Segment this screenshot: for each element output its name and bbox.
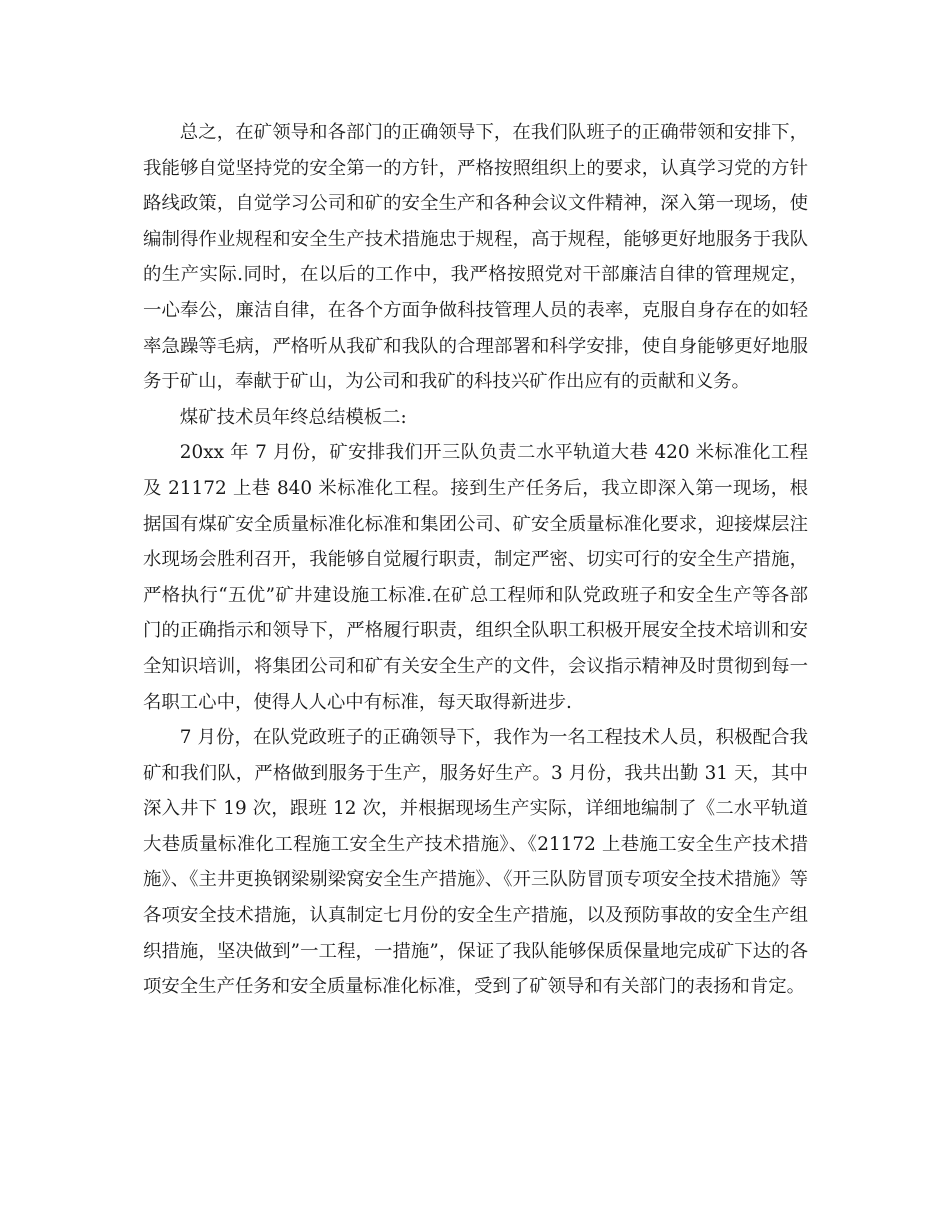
paragraph-july-assignment: 20xx 年 7 月份，矿安排我们开三队负责二水平轨道大巷 420 米标准化工程及 21172 上巷 840 米标准化工程。接到生产任务后，我立即深入第一现场，根据国有煤矿安全质量标准化标准和集团公司、矿安全质量标准化要求，迎接煤层注水现场会胜利召开，我能够自觉履行职责，制定严密、切实可行的安全生产措施，严格执行“五优”矿井建设施工标准.在矿总工程师和队党政班子和安全生产等各部门的正确指示和领导下，严格履行职责，组织全队职工积极开展安全技术培训和安全知识培训，将集团公司和矿有关安全生产的文件，会议指示精神及时贯彻到每一名职工心中，使得人人心中有标准，每天取得新进步. xyxy=(143,442,808,713)
paragraph-july-work: 7 月份，在队党政班子的正确领导下，我作为一名工程技术人员，积极配合我矿和我们队，严格做到服务于生产，服务好生产。3 月份，我共出勤 31 天，其中深入井下 19 次，跟班 12 次，并根据现场生产实际，详细地编制了《二水平轨道大巷质量标准化工程施工安全生产技术措施》、《21172 上巷施工安全生产技术措施》、《主井更换钢梁剔梁窝安全生产措施》、《开三队防冒顶专项安全技术措施》等各项安全技术措施，认真制定七月份的安全生产措施，以及预防事故的安全生产组织措施，坚决做到”一工程，一措施”，保证了我队能够保质保量地完成矿下达的各项安全生产任务和安全质量标准化标准，受到了矿领导和有关部门的表扬和肯定。 xyxy=(143,727,808,998)
document-body xyxy=(143,115,808,1005)
paragraph-summary: 总之，在矿领导和各部门的正确领导下，在我们队班子的正确带领和安排下，我能够自觉坚持党的安全第一的方针，严格按照组织上的要求，认真学习党的方针路线政策，自觉学习公司和矿的安全生产和各种会议文件精神，深入第一现场，使编制得作业规程和安全生产技术措施忠于规程，高于规程，能够更好地服务于我队的生产实际.同时，在以后的工作中，我严格按照党对干部廉洁自律的管理规定，一心奉公，廉洁自律，在各个方面争做科技管理人员的表率，克服自身存在的如轻率急躁等毛病，严格听从我矿和我队的合理部署和科学安排，使自身能够更好地服务于矿山，奉献于矿山，为公司和我矿的科技兴矿作出应有的贡献和义务。 xyxy=(143,122,808,393)
section-heading: 煤矿技术员年终总结模板二: xyxy=(179,406,407,428)
